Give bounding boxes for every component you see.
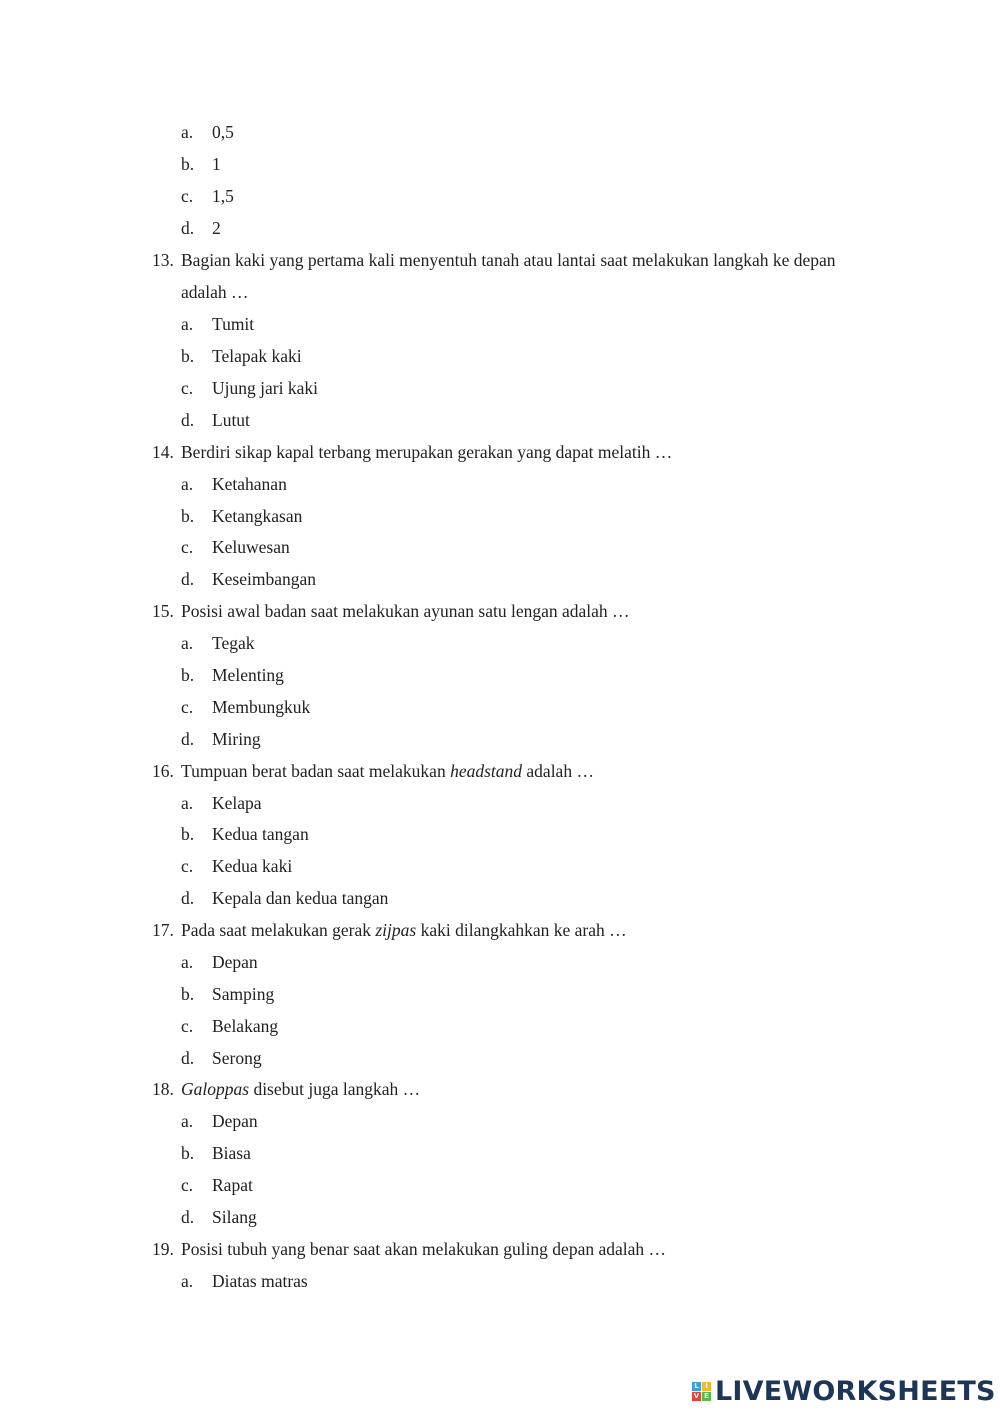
option-text: Kepala dan kedua tangan [212, 888, 389, 908]
option-letter: c. [181, 186, 194, 206]
option-letter: c. [181, 537, 194, 557]
question-number: 17. [152, 920, 174, 940]
option-text: Keseimbangan [212, 569, 316, 589]
question-text [181, 1078, 420, 1100]
logo-tile: E [702, 1392, 711, 1401]
question-text-part: Tumpuan berat badan saat melakukan [181, 761, 451, 781]
question-text: Bagian kaki yang pertama kali menyentuh tanah atau lantai saat melakukan langkah ke depan [181, 250, 836, 270]
logo-tile: V [693, 1391, 700, 1400]
option-letter: d. [181, 729, 195, 749]
liveworksheets-wordmark: LIVEWORKSHEETS [715, 1375, 996, 1407]
option-text: Silang [212, 1207, 257, 1227]
option-text: 2 [212, 218, 221, 238]
option-letter: d. [181, 1207, 195, 1227]
question-text: Posisi tubuh yang benar saat akan melakukan guling depan adalah … [181, 1239, 667, 1259]
option-text: Ujung jari kaki [212, 378, 318, 398]
question-number: 16. [152, 761, 174, 781]
option-text: Lutut [212, 410, 250, 430]
question-text [181, 919, 627, 941]
option-letter: a. [181, 952, 194, 972]
liveworksheets-logo-icon [692, 1382, 711, 1401]
option-letter: d. [181, 569, 195, 589]
liveworksheets-logo [692, 1374, 996, 1408]
option-text: Diatas matras [212, 1271, 308, 1291]
question-number: 13. [152, 250, 174, 270]
option-letter: a. [181, 793, 194, 813]
option-text: 1,5 [212, 186, 234, 206]
option-letter: b. [181, 984, 195, 1004]
option-text: Ketangkasan [212, 506, 303, 526]
option-text: Biasa [212, 1143, 251, 1163]
option-letter: b. [181, 154, 195, 174]
option-text: Keluwesan [212, 537, 290, 557]
question-text-part: kaki dilangkahkan ke arah … [416, 920, 627, 940]
question-text: adalah … [181, 282, 249, 302]
question-text-part: disebut juga langkah … [249, 1079, 421, 1099]
option-letter: a. [181, 633, 194, 653]
question-italic-term: headstand [450, 761, 523, 781]
option-text: Tegak [212, 633, 255, 653]
option-letter: a. [181, 1111, 194, 1131]
option-letter: c. [181, 697, 194, 717]
option-letter: b. [181, 506, 195, 526]
option-letter: b. [181, 665, 195, 685]
option-letter: a. [181, 1271, 194, 1291]
question-italic-term: Galoppas [181, 1079, 250, 1099]
option-letter: d. [181, 218, 195, 238]
option-letter: d. [181, 888, 195, 908]
option-text: Melenting [212, 665, 284, 685]
option-letter: d. [181, 1048, 195, 1068]
question-text-part: adalah … [522, 761, 594, 781]
option-letter: a. [181, 122, 194, 142]
option-text: 1 [212, 154, 221, 174]
option-letter: a. [181, 474, 194, 494]
question-number: 19. [152, 1239, 174, 1259]
logo-tile: L [692, 1382, 701, 1391]
option-letter: b. [181, 346, 195, 366]
option-text: Tumit [212, 314, 255, 334]
option-letter: b. [181, 824, 195, 844]
question-text: Posisi awal badan saat melakukan ayunan satu lengan adalah … [181, 601, 630, 621]
question-text [181, 760, 594, 782]
option-text: Telapak kaki [212, 346, 302, 366]
option-text: Kedua kaki [212, 856, 293, 876]
option-letter: b. [181, 1143, 195, 1163]
question-text: Berdiri sikap kapal terbang merupakan gerakan yang dapat melatih … [181, 442, 673, 462]
option-letter: c. [181, 1016, 194, 1036]
option-text: Belakang [212, 1016, 279, 1036]
question-italic-term: zijpas [375, 920, 417, 940]
question-text-part: Pada saat melakukan gerak [181, 920, 376, 940]
option-letter: a. [181, 314, 194, 334]
option-text: Membungkuk [212, 697, 311, 717]
question-number: 14. [152, 442, 174, 462]
option-text: Serong [212, 1048, 262, 1068]
option-text: 0,5 [212, 122, 234, 142]
option-text: Miring [212, 729, 261, 749]
option-letter: d. [181, 410, 195, 430]
question-number: 18. [152, 1079, 174, 1099]
option-letter: c. [181, 378, 194, 398]
logo-tile: I [702, 1382, 711, 1391]
option-text: Samping [212, 984, 275, 1004]
option-letter: c. [181, 856, 194, 876]
option-text: Rapat [212, 1175, 253, 1195]
option-text: Depan [212, 952, 258, 972]
question-number: 15. [152, 601, 174, 621]
option-letter: c. [181, 1175, 194, 1195]
option-text: Depan [212, 1111, 258, 1131]
option-text: Kelapa [212, 793, 262, 813]
option-text: Ketahanan [212, 474, 287, 494]
option-text: Kedua tangan [212, 824, 309, 844]
